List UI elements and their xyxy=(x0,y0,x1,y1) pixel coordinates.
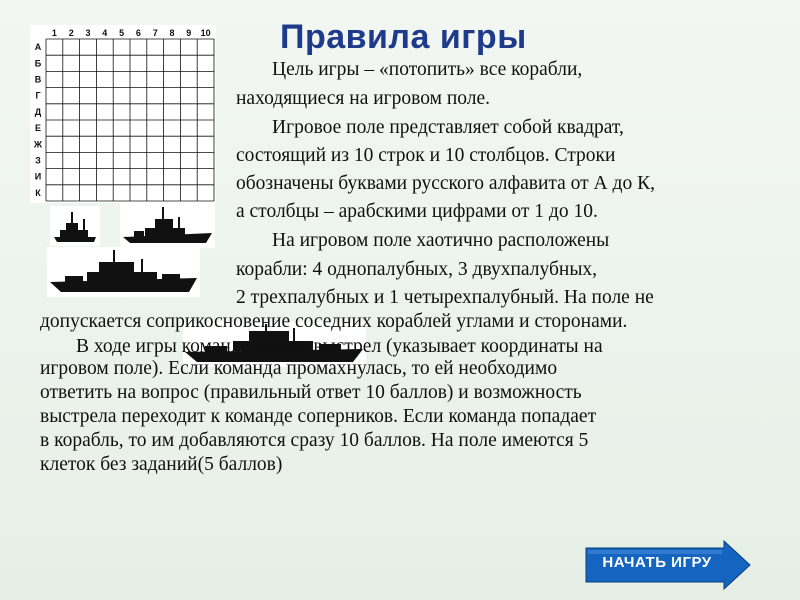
grid-lines xyxy=(30,25,216,203)
grid-column-label: 10 xyxy=(200,28,211,38)
ship-large-image xyxy=(47,247,200,297)
grid-column-label: 9 xyxy=(186,28,192,38)
rules-text-line: клеток без заданий(5 баллов) xyxy=(40,454,283,475)
rules-text-line: допускается соприкосновение соседних кораблей углами и сторонами. xyxy=(40,311,628,332)
grid-column-label: 5 xyxy=(119,28,125,38)
grid-row-label: Д xyxy=(34,106,42,117)
grid-column-label: 8 xyxy=(169,28,175,38)
grid-row-label: Г xyxy=(35,90,41,101)
rules-text-line: игровом поле). Если команда промахнулась, то ей необходимо xyxy=(40,358,558,379)
start-game-button[interactable] xyxy=(582,540,752,590)
rules-text-line: обозначены буквами русского алфавита от А до К, xyxy=(236,173,655,194)
grid-row-label: К xyxy=(35,187,41,198)
grid-column-label: 4 xyxy=(102,28,108,38)
rules-text-line: находящиеся на игровом поле. xyxy=(236,88,491,109)
rules-text-line: а столбцы – арабскими цифрами от 1 до 10. xyxy=(236,201,598,222)
ship-medium-image xyxy=(120,203,215,248)
rules-text-line: Игровое поле представляет собой квадрат, xyxy=(272,117,624,138)
rules-text-line: в корабль, то им добавляются сразу 10 баллов. На поле имеются 5 xyxy=(40,430,589,451)
grid-row-label: Б xyxy=(34,58,42,69)
game-grid xyxy=(30,25,216,203)
ship-small-image xyxy=(50,206,100,246)
grid-column-label: 3 xyxy=(85,28,91,38)
grid-row-label: Ж xyxy=(33,139,43,150)
grid-column-label: 6 xyxy=(135,28,141,38)
rules-text-line: 2 трехпалубных и 1 четырехпалубный. На поле не xyxy=(236,287,654,308)
grid-column-label: 2 xyxy=(68,28,74,38)
start-game-label: НАЧАТЬ ИГРУ xyxy=(602,554,712,571)
rules-text-line: ответить на вопрос (правильный ответ 10 баллов) и возможность xyxy=(40,382,582,403)
rules-text-line: состоящий из 10 строк и 10 столбцов. Строки xyxy=(236,145,616,166)
rules-text-line: На игровом поле хаотично расположены xyxy=(272,230,610,251)
grid-row-label: В xyxy=(34,74,42,85)
grid-column-label: 1 xyxy=(51,28,57,38)
rules-text-line: В ходе игры команда делает выстрел (указывает координаты на xyxy=(76,336,603,357)
grid-row-label: А xyxy=(34,42,42,53)
rules-text-line: выстрела переходит к команде соперников. Если команда попадает xyxy=(40,406,597,427)
grid-row-label: Е xyxy=(34,123,42,134)
grid-row-label: И xyxy=(34,171,42,182)
grid-column-label: 7 xyxy=(152,28,158,38)
grid-row-label: З xyxy=(35,155,41,166)
rules-text-line: Цель игры – «потопить» все корабли, xyxy=(272,59,583,80)
rules-text-line: корабли: 4 однопалубных, 3 двухпалубных, xyxy=(236,259,598,280)
page-title: Правила игры xyxy=(280,18,527,56)
